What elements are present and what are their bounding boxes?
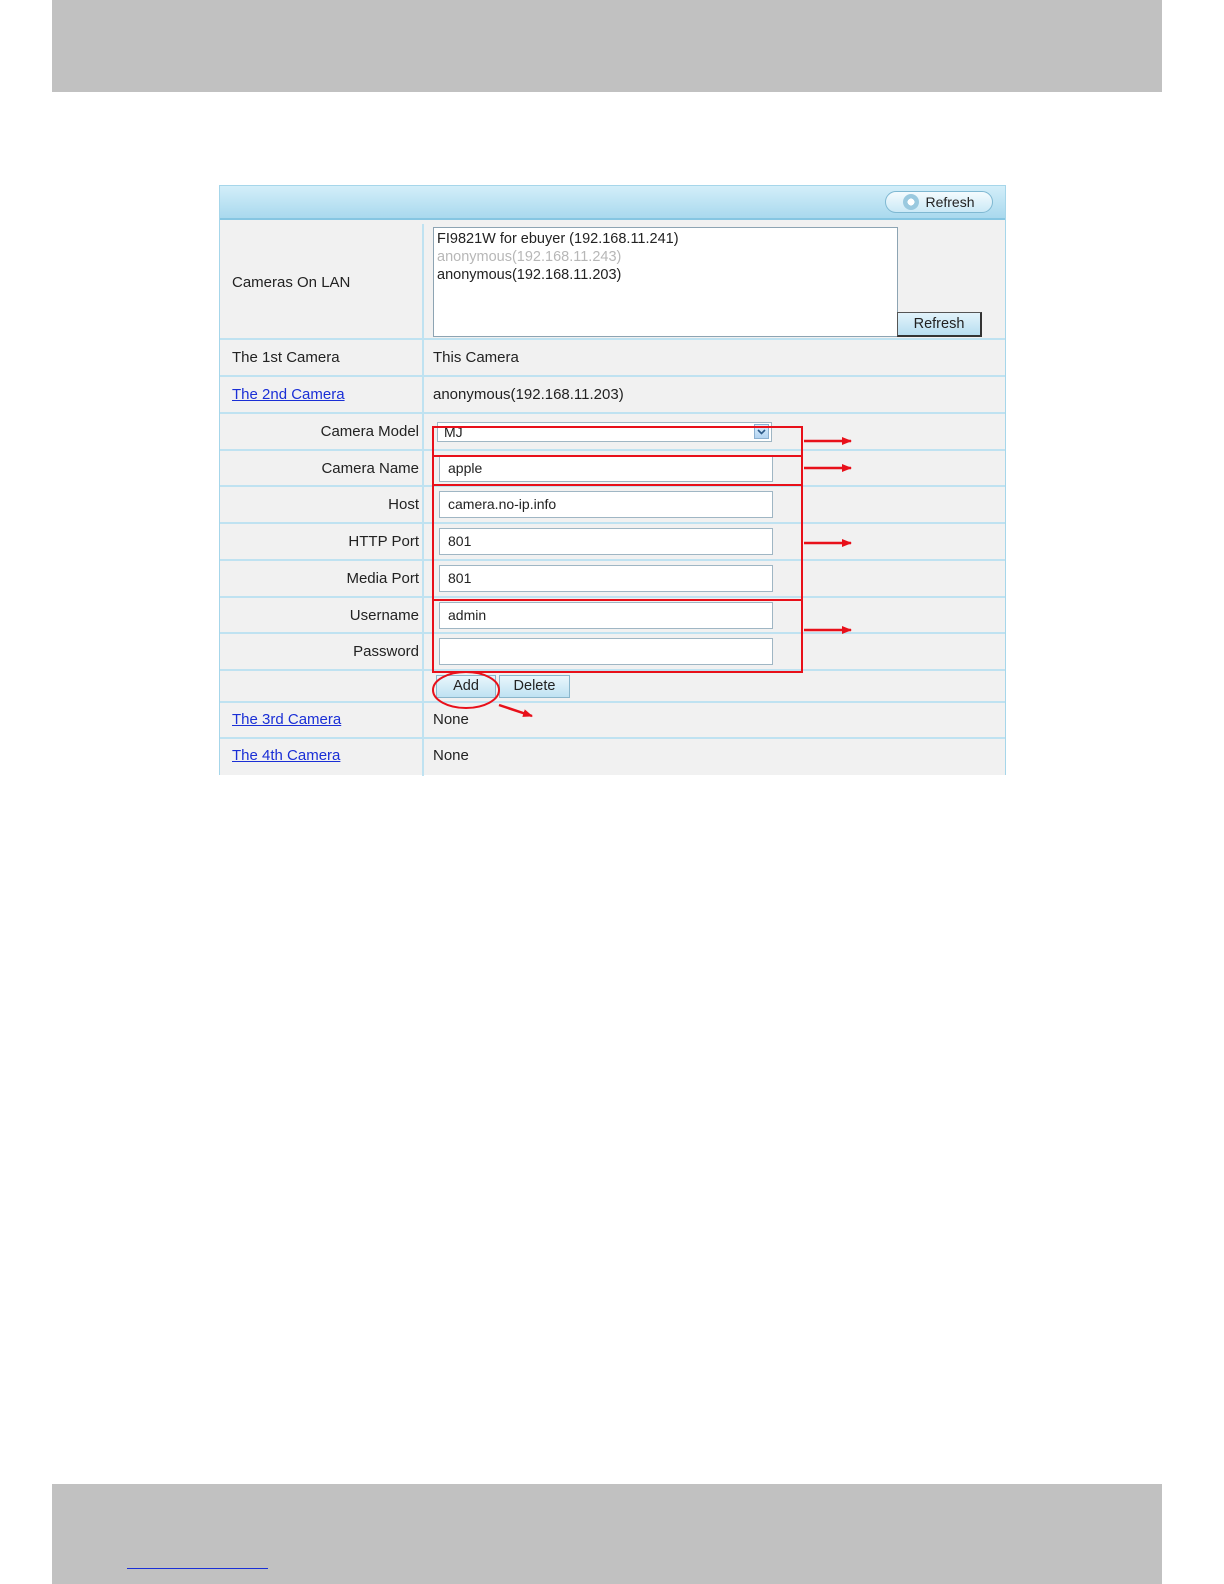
- host-label: Host: [388, 496, 419, 513]
- password-label: Password: [353, 643, 419, 660]
- host-input[interactable]: camera.no-ip.info: [439, 491, 773, 518]
- cameras-on-lan-row: [220, 224, 1005, 340]
- add-button[interactable]: Add: [436, 675, 496, 698]
- lan-camera-item[interactable]: anonymous(192.168.11.203): [437, 267, 622, 283]
- third-camera-link[interactable]: The 3rd Camera: [232, 711, 342, 728]
- camera-model-row: [220, 414, 1005, 451]
- camera-model-label: Camera Model: [320, 423, 419, 440]
- camera-name-input[interactable]: apple: [439, 455, 773, 482]
- password-input[interactable]: [439, 638, 773, 665]
- camera-name-row: [220, 451, 1005, 487]
- delete-button[interactable]: Delete: [499, 675, 570, 698]
- add-delete-row: [220, 671, 1005, 703]
- http-port-input[interactable]: 801: [439, 528, 773, 555]
- password-row: [220, 634, 1005, 671]
- http-port-label: HTTP Port: [348, 533, 419, 550]
- toolbar-refresh-label: Refresh: [925, 194, 975, 210]
- footer-link[interactable]: [127, 1548, 268, 1569]
- media-port-row: [220, 561, 1005, 598]
- media-port-input[interactable]: 801: [439, 565, 773, 592]
- username-input[interactable]: admin: [439, 602, 773, 629]
- cameras-on-lan-label: Cameras On LAN: [232, 274, 351, 291]
- third-camera-row: [220, 703, 1005, 739]
- fourth-camera-link[interactable]: The 4th Camera: [232, 747, 341, 764]
- multi-camera-panel: [219, 185, 1006, 775]
- second-camera-row: [220, 377, 1005, 414]
- camera-model-select[interactable]: [437, 422, 772, 442]
- first-camera-value: This Camera: [433, 349, 519, 366]
- host-row: [220, 487, 1005, 524]
- refresh-icon: [903, 194, 919, 210]
- panel-toolbar: [220, 186, 1005, 220]
- http-port-row: [220, 524, 1005, 561]
- chevron-down-icon[interactable]: [754, 424, 769, 439]
- cameras-on-lan-list[interactable]: [433, 227, 898, 337]
- lan-camera-item[interactable]: anonymous(192.168.11.243): [437, 249, 622, 265]
- fourth-camera-value: None: [433, 747, 469, 764]
- first-camera-label: The 1st Camera: [232, 349, 340, 366]
- second-camera-link[interactable]: The 2nd Camera: [232, 386, 345, 403]
- page-header-band: [52, 0, 1162, 92]
- username-row: [220, 598, 1005, 634]
- first-camera-row: [220, 340, 1005, 377]
- page-footer-band: [52, 1484, 1162, 1584]
- second-camera-value: anonymous(192.168.11.203): [433, 386, 624, 403]
- camera-name-label: Camera Name: [321, 460, 419, 477]
- camera-model-value: MJ: [444, 424, 463, 440]
- toolbar-refresh-button[interactable]: [885, 191, 993, 213]
- lan-refresh-button[interactable]: Refresh: [897, 312, 982, 337]
- username-label: Username: [349, 607, 419, 624]
- fourth-camera-row: [220, 739, 1005, 776]
- lan-camera-item[interactable]: FI9821W for ebuyer (192.168.11.241): [437, 231, 679, 247]
- media-port-label: Media Port: [346, 570, 419, 587]
- third-camera-value: None: [433, 711, 469, 728]
